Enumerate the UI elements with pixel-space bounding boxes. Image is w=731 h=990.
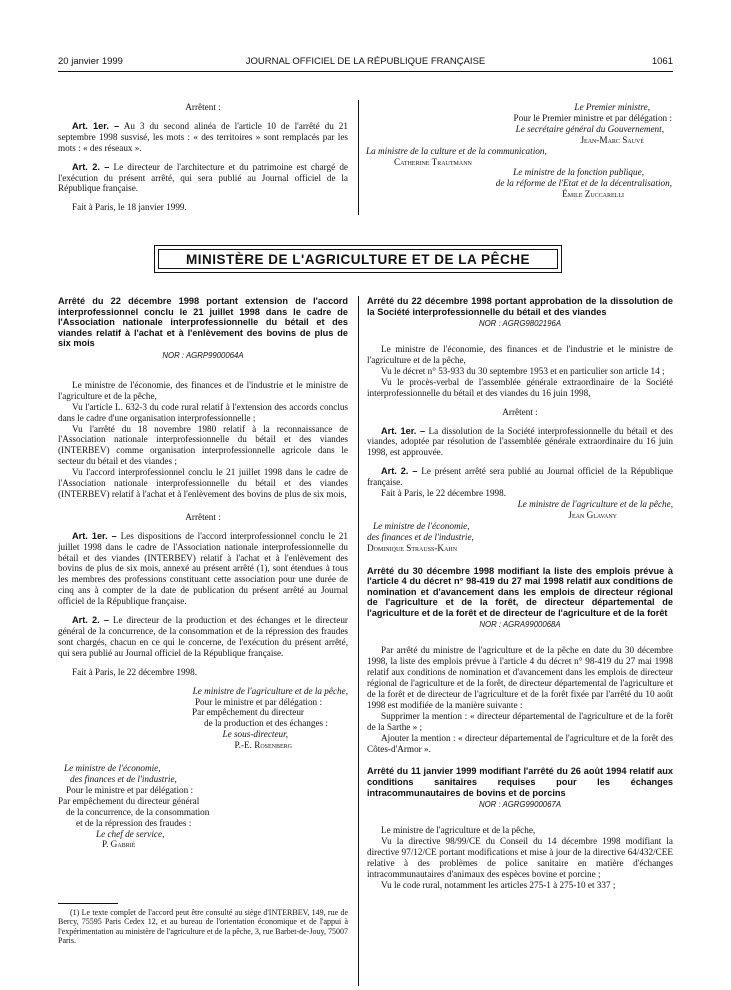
article-label: Art. 1er. – [72,530,117,541]
article-text: Au 3 du second alinéa de l'article 10 de l'arrêté du 21 septembre 1998 susvisé, les mots : « des territoires » sont remplacés par les mots : « des réseaux ». [58,120,348,153]
signatory-title: Le ministre de l'économie, [64,763,161,774]
header-page-number: 1061 [651,56,673,67]
signatory-line: Par empêchement du directeur [192,707,304,718]
column-divider [358,100,359,215]
signatory-name: Jean-Marc Sauvé [580,134,644,145]
paragraph: Par arrêté du ministre de l'agriculture et de la pêche en date du 30 décembre 1998, la liste des emplois prévue à l'article 4 du décret n° 98-419 du 27 mai 1998 relatif aux conditions de nomination et d'avancement dans les emplois de directeur régional de l'agriculture et de la forêt, de directeur départemental de l'agriculture et de la forêt et de directeur de l'agriculture et de la forêt fixée par l'arrêté du 10 août 1998 est modifiée de la manière suivante : [367,645,673,710]
article-text: Les dispositions de l'accord interprofessionnel conclu le 21 juillet 1998 dans le cadre de l'Association nationale interprofessionnelle du bétail et des viandes (INTERBEV) relatif à l'achat et à l'enlèvement des bovins de plus de six mois, annexé au présent arrêté (1), sont étendues à tous les membres des professions constituant cette association pour une durée de cinq ans à compter de la date de publication du présent arrêté au Journal officiel de la République française. [58,530,348,607]
paragraph: Vu l'accord interprofessionnel conclu le 21 juillet 1998 dans le cadre de l'Association nationale interprofessionnelle du bétail et des viandes (INTERBEV) relatif à l'achat et à l'enlèvement des bovins de plus de six mois, [58,467,348,499]
article-2 [58,162,348,195]
fait-line: Fait à Paris, le 18 janvier 1999. [72,202,187,213]
nor-reference: NOR : AGRG9802196A [478,319,562,329]
signatory-title: Le ministre de la fonction publique, [513,167,644,178]
article-text: Le directeur de l'architecture et du patrimoine est chargé de l'exécution du présent arrêté, qui sera publié au Journal officiel de la République française. [58,161,348,194]
signatory-title: Le chef de service, [96,828,165,839]
article-label: Art. 1er. – [72,120,120,131]
page-header [58,56,673,70]
signatory-line: Par empêchement du directeur général [58,795,200,806]
signatory-title: La ministre de la culture et de la communication, [366,145,547,156]
paragraph: Vu l'article L. 632-3 du code rural relatif à l'extension des accords conclus dans le cadre d'une organisation interprofessionnelle ; [58,401,348,423]
paragraph: Vu le code rural, notamment les articles 275-1 à 275-10 et 337 ; [381,879,616,890]
top-right-signatures [366,102,672,200]
signatory-title: Le ministre de l'agriculture et de la pêche, [517,498,673,509]
footnote-rule [58,903,118,904]
article-1 [58,531,348,607]
fait-line: Fait à Paris, le 22 décembre 1998. [72,666,198,677]
signatory-title: des finances et de l'industrie, [70,773,177,784]
article-1 [367,426,673,459]
signatory-name: P.-E. Rosenberg [234,740,292,751]
ministry-heading: MINISTÈRE DE L'AGRICULTURE ET DE LA PÊCHE [158,249,558,269]
article-label: Art. 1er. – [381,425,426,436]
signatory-name: Jean Glavany [568,509,617,520]
article-label: Art. 2. – [72,161,110,172]
signatory-title: Le Premier ministre, [574,102,650,112]
signatory-title: Le secrétaire général du Gouvernement, [515,123,664,134]
signatory-line: et de la répression des fraudes : [76,817,192,828]
footnote: (1) Le texte complet de l'accord peut être consulté au siège d'INTERBEV, 149, rue de Bercy, 75595 Paris Cedex 12, et au bureau de l'orientation économique et de l'appui à l'expérimentation au ministère de l'agriculture et de la pêche, 3, rue Barbet-de-Jouy, 75007 Paris. [58,908,348,946]
signatory-line: Pour le ministre et par délégation : [194,696,322,707]
left-column [58,296,348,850]
paragraph: Vu le procès-verbal de l'assemblée générale extraordinaire de la Société interprofessionnelle du bétail et des viandes du 16 juin 1998, [367,376,673,398]
signatory-name: P. Gabrié [102,839,136,850]
article-2 [367,466,673,488]
decree-title: Arrêté du 30 décembre 1998 modifiant la liste des emplois prévue à l'article 4 du décret n° 98-419 du 27 mai 1998 relatif aux conditions de nomination et d'avancement dans les emplois de directeur régional de l'agriculture et de la forêt, de directeur départemental de l'agriculture et de la forêt et de directeur de l'agriculture et de la forêt [367,565,673,618]
paragraph: Le ministre de l'économie, des finances et de l'industrie et le ministre de l'agriculture et de la pêche, [58,379,348,401]
signatory-line: de la concurrence, de la consommation [66,806,210,817]
signatory-name: Catherine Trautmann [394,156,472,167]
paragraph: Vu le décret n° 53-933 du 30 septembre 1953 et en particulier son article 14 ; [381,365,665,376]
paragraph: Supprimer la mention : « directeur départemental de l'agriculture et de la forêt de la Sarthe » ; [367,710,673,732]
signatory-name: Dominique Strauss-Kahn [367,542,458,553]
arretent-heading: Arrêtent : [185,102,221,112]
article-label: Art. 2. – [381,466,418,477]
header-rule [58,71,673,72]
signatory-title: Le sous-directeur, [222,729,288,740]
arretent-heading: Arrêtent : [502,406,538,417]
top-left-column [58,102,348,213]
paragraph: Le ministre de l'agriculture et de la pêche, [381,825,536,836]
article-text: Le directeur de la production et des échanges et le directeur général de la concurrence, de la consommation et de la répression des fraudes sont chargés, chacun en ce qui le concerne, de l'exécution du présent arrêté, qui sera publié au Journal officiel de la République française. [58,615,348,658]
signatory-title: Le ministre de l'économie, [373,520,470,531]
decree-title: Arrêté du 22 décembre 1998 portant approbation de la dissolution de la Société interprofessionnelle du bétail et des viandes [367,296,673,317]
paragraph: Ajouter la mention : « directeur départemental de l'agriculture et de la forêt des Côtes-d'Armor ». [367,732,673,754]
fait-line: Fait à Paris, le 22 décembre 1998. [381,488,507,499]
article-1 [58,121,348,154]
column-divider [358,296,359,986]
article-text: La dissolution de la Société interprofessionnelle du bétail et des viandes, adoptée par résolution de l'assemblée générale extraordinaire du 16 juin 1998, est approuvée. [367,425,674,458]
signatory-line: Pour le ministre et par délégation : [66,784,194,795]
header-journal-title: JOURNAL OFFICIEL DE LA RÉPUBLIQUE FRANÇAISE [245,56,486,67]
right-column [367,296,673,891]
paragraph: Vu la directive 98/99/CE du Conseil du 14 décembre 1998 modifiant la directive 97/12/CE portant modifications et mise à jour de la directive 64/432/CEE relative à des problèmes de police sanitaire en matière d'échanges intracommunautaires d'animaux des espèces bovine et porcine ; [367,836,673,879]
signatory-title: de la réforme de l'Etat et de la décentralisation, [495,178,672,189]
signatory-line: Pour le Premier ministre et par délégation : [513,112,672,123]
signatory-title: Le ministre de l'agriculture et de la pêche, [192,685,348,696]
nor-reference: NOR : AGRP9900064A [162,350,244,360]
arretent-heading: Arrêtent : [185,511,221,522]
paragraph: Vu l'arrêté du 18 novembre 1980 relatif à la reconnaissance de l'Association nationale interprofessionnelle du bétail et des viandes (INTERBEV) comme organisation interprofessionnelle agricole dans le secteur du bétail et des viandes ; [58,423,348,467]
decree-title: Arrêté du 11 janvier 1999 modifiant l'arrêté du 26 août 1994 relatif aux conditions sanitaires requises pour les échanges intracommunautaires de bovins et de porcins [367,766,673,798]
signatory-line: de la production et des échanges : [204,718,328,729]
article-2 [58,615,348,659]
signatory-title: des finances et de l'industrie, [367,531,474,542]
paragraph: Le ministre de l'économie, des finances et de l'industrie et le ministre de l'agriculture et de la pêche, [367,344,673,365]
nor-reference: NOR : AGRA9900068A [479,620,561,630]
ministry-banner [154,245,562,273]
signatory-name: Émile Zuccarelli [562,189,624,200]
article-label: Art. 2. – [72,615,109,626]
header-date: 20 janvier 1999 [58,56,123,67]
article-text: Le présent arrêté sera publié au Journal officiel de la République française. [367,466,673,488]
decree-title: Arrêté du 22 décembre 1998 portant extension de l'accord interprofessionnel conclu le 21 juillet 1998 dans le cadre de l'Association nationale interprofessionnelle du bétail et des viandes relatif à l'achat et à l'enlèvement des bovins de plus de six mois [58,296,348,349]
nor-reference: NOR : AGRG9900067A [478,800,562,810]
